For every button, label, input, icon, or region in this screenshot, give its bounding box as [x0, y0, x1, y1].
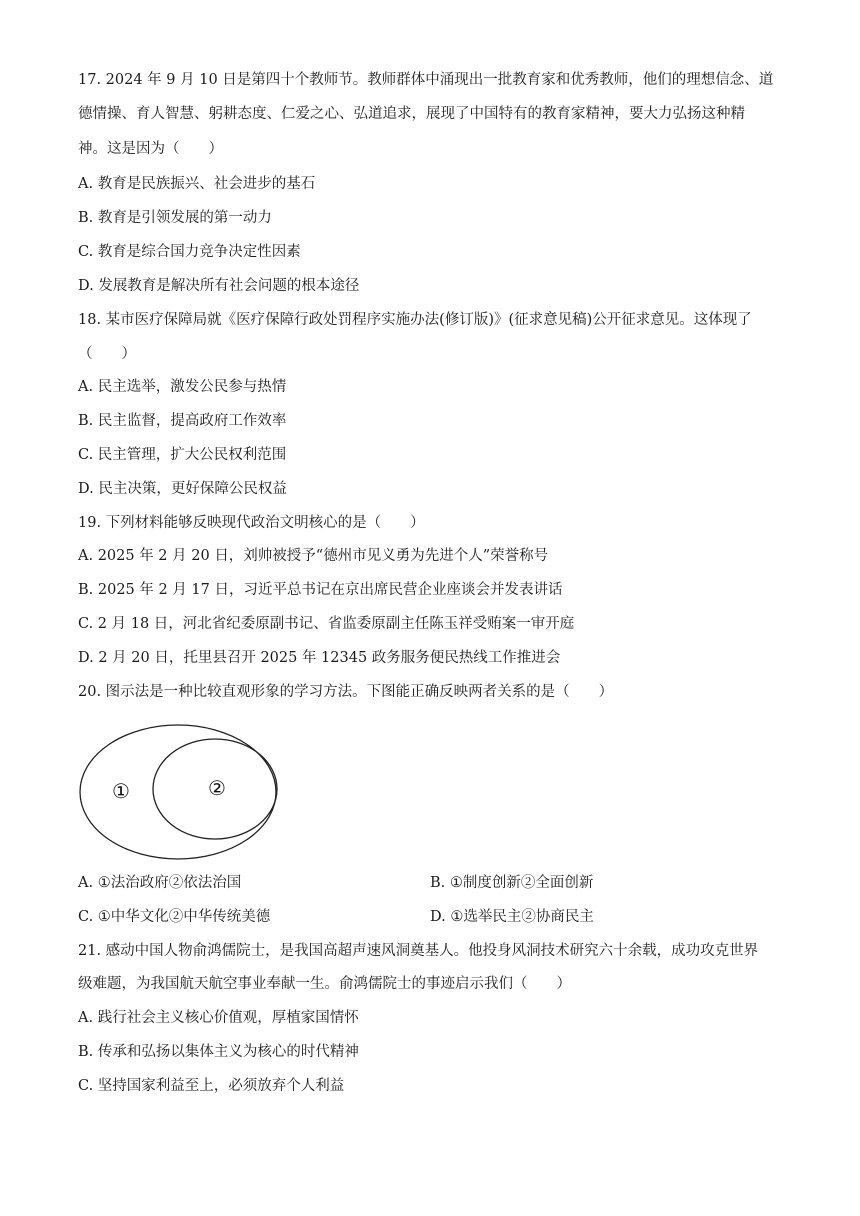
- q19-option-a: A. 2025 年 2 月 20 日，刘帅被授予“德州市见义勇为先进个人”荣誉称号: [78, 548, 549, 564]
- q19-stem-line1: 19. 下列材料能够反映现代政治文明核心的是（ ）: [78, 515, 425, 531]
- q20-option-b: B. ①制度创新②全面创新: [430, 875, 594, 891]
- q19-option-d: D. 2 月 20 日，托里县召开 2025 年 12345 政务服务便民热线工作推进会: [78, 650, 561, 666]
- q18-option-a: A. 民主选举，激发公民参与热情: [78, 379, 287, 395]
- q17-stem-line2: 德情操、育人智慧、躬耕态度、仁爱之心、弘道追求，展现了中国特有的教育家精神，要大力弘扬这种精: [78, 106, 745, 122]
- q17-option-c: C. 教育是综合国力竞争决定性因素: [78, 244, 301, 260]
- q20-stem-line1: 20. 图示法是一种比较直观形象的学习方法。下图能正确反映两者关系的是（ ）: [78, 684, 614, 700]
- q18-stem-line2: （ ）: [78, 346, 136, 362]
- venn-diagram: [78, 722, 282, 866]
- q17-option-d: D. 发展教育是解决所有社会问题的根本途径: [78, 278, 360, 294]
- q18-option-d: D. 民主决策，更好保障公民权益: [78, 481, 287, 497]
- q17-option-a: A. 教育是民族振兴、社会进步的基石: [78, 176, 316, 192]
- q21-option-a: A. 践行社会主义核心价值观，厚植家国情怀: [78, 1010, 359, 1026]
- q17-stem-line3: 神。这是因为（ ）: [78, 141, 223, 157]
- q20-option-d: D. ①选举民主②协商民主: [430, 909, 594, 925]
- q21-option-c: C. 坚持国家利益至上，必须放弃个人利益: [78, 1078, 345, 1094]
- q20-option-c: C. ①中华文化②中华传统美德: [78, 909, 271, 925]
- q20-option-a: A. ①法治政府②依法治国: [78, 875, 242, 891]
- q18-option-c: C. 民主管理，扩大公民权利范围: [78, 447, 287, 463]
- q18-option-b: B. 民主监督，提高政府工作效率: [78, 413, 287, 429]
- outer-ellipse: [80, 725, 276, 859]
- q21-stem-line2: 级难题，为我国航天航空事业奉献一生。俞鸿儒院士的事迹启示我们（ ）: [78, 976, 571, 992]
- q19-option-c: C. 2 月 18 日，河北省纪委原副书记、省监委原副主任陈玉祥受贿案一审开庭: [78, 616, 575, 632]
- q21-option-b: B. 传承和弘扬以集体主义为核心的时代精神: [78, 1044, 359, 1060]
- q19-option-b: B. 2025 年 2 月 17 日，习近平总书记在京出席民营企业座谈会并发表讲话: [78, 582, 563, 598]
- inner-label: ②: [208, 776, 226, 800]
- q21-stem-line1: 21. 感动中国人物俞鸿儒院士，是我国高超声速风洞奠基人。他投身风洞技术研究六十余载，成功攻克世界: [78, 943, 759, 959]
- q17-option-b: B. 教育是引领发展的第一动力: [78, 210, 272, 226]
- q18-stem-line1: 18. 某市医疗保障局就《医疗保障行政处罚程序实施办法(修订版)》(征求意见稿)公开征求意见。这体现了: [78, 312, 752, 328]
- q17-stem-line1: 17. 2024 年 9 月 10 日是第四十个教师节。教师群体中涌现出一批教育家和优秀教师，他们的理想信念、道: [78, 72, 774, 88]
- outer-label: ①: [112, 779, 130, 803]
